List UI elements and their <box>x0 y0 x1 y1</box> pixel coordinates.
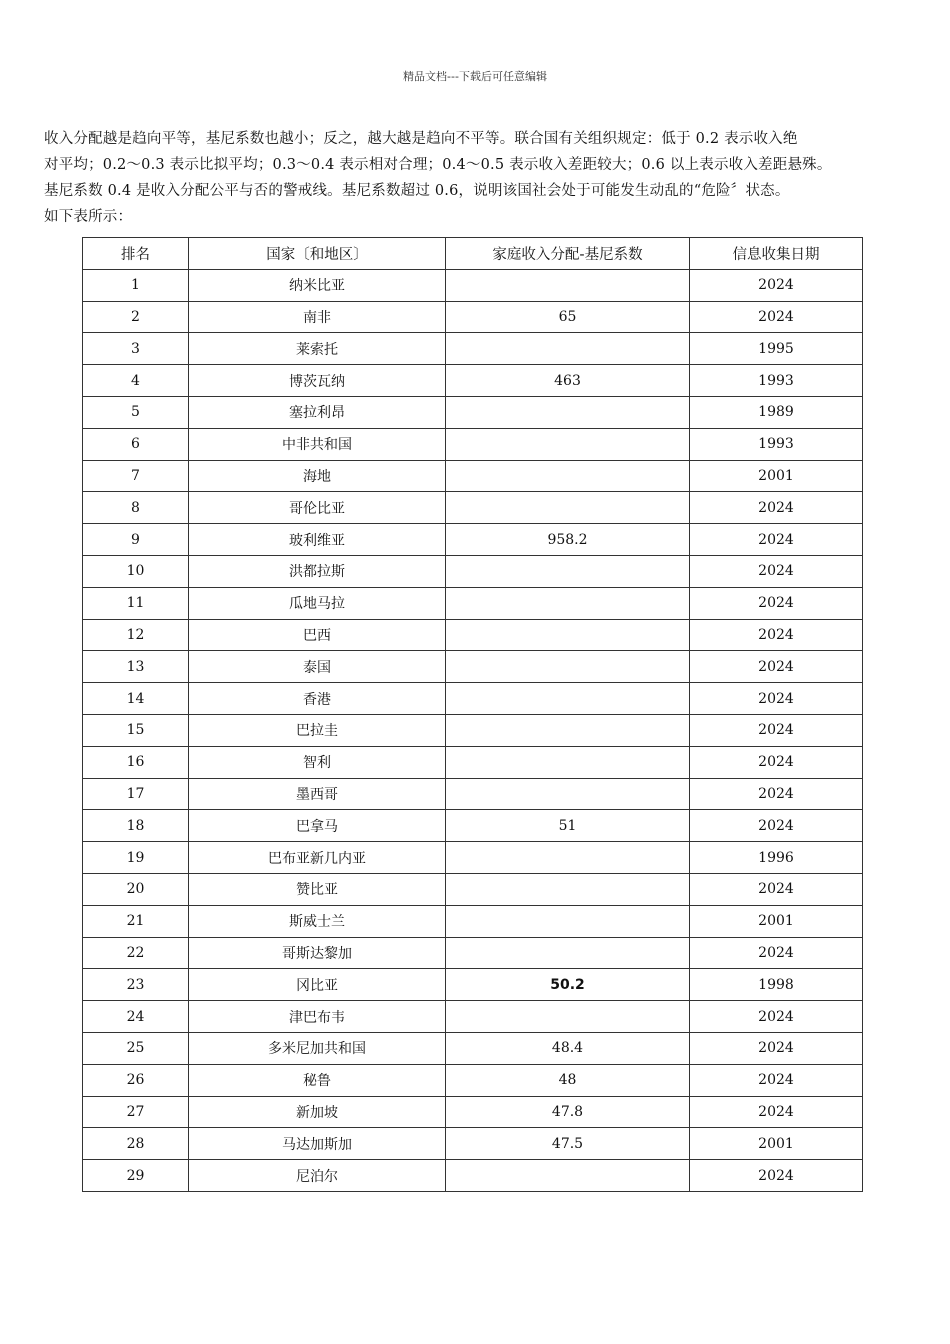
cell-rank: 15 <box>83 714 189 746</box>
cell-date: 2001 <box>690 460 863 492</box>
cell-country: 智利 <box>189 746 446 778</box>
table-row <box>83 969 863 1001</box>
cell-gini <box>446 396 690 428</box>
table-row <box>83 651 863 683</box>
cell-country: 马达加斯加 <box>189 1128 446 1160</box>
cell-country: 斯威士兰 <box>189 905 446 937</box>
cell-country: 玻利维亚 <box>189 524 446 556</box>
cell-rank: 18 <box>83 810 189 842</box>
table-row <box>83 555 863 587</box>
table-row <box>83 714 863 746</box>
cell-rank: 22 <box>83 937 189 969</box>
cell-gini <box>446 683 690 715</box>
table-row <box>83 778 863 810</box>
cell-country: 秘鲁 <box>189 1064 446 1096</box>
cell-rank: 26 <box>83 1064 189 1096</box>
cell-rank: 23 <box>83 969 189 1001</box>
cell-gini <box>446 651 690 683</box>
cell-gini <box>446 428 690 460</box>
cell-gini: 47.5 <box>446 1128 690 1160</box>
cell-country: 瓜地马拉 <box>189 587 446 619</box>
cell-date: 2024 <box>690 1001 863 1033</box>
table-row <box>83 269 863 301</box>
cell-date: 1989 <box>690 396 863 428</box>
cell-date: 2024 <box>690 714 863 746</box>
table-row <box>83 1032 863 1064</box>
cell-gini: 51 <box>446 810 690 842</box>
cell-gini <box>446 937 690 969</box>
cell-date: 2024 <box>690 269 863 301</box>
cell-rank: 16 <box>83 746 189 778</box>
cell-date: 2024 <box>690 524 863 556</box>
cell-gini: 958.2 <box>446 524 690 556</box>
cell-rank: 21 <box>83 905 189 937</box>
table-row <box>83 683 863 715</box>
cell-country: 博茨瓦纳 <box>189 365 446 397</box>
table-header-row <box>83 238 863 270</box>
cell-country: 巴布亚新几内亚 <box>189 842 446 874</box>
cell-rank: 11 <box>83 587 189 619</box>
cell-country: 赞比亚 <box>189 873 446 905</box>
table-row <box>83 365 863 397</box>
table-row <box>83 587 863 619</box>
cell-date: 2024 <box>690 683 863 715</box>
table-row <box>83 1096 863 1128</box>
intro-line: 收入分配越是趋向平等，基尼系数也越小；反之，越大越是趋向不平等。联合国有关组织规定：低于 0.2 表示收入绝 <box>44 131 798 147</box>
cell-gini <box>446 587 690 619</box>
cell-country: 新加坡 <box>189 1096 446 1128</box>
cell-country: 中非共和国 <box>189 428 446 460</box>
cell-rank: 12 <box>83 619 189 651</box>
cell-country: 南非 <box>189 301 446 333</box>
cell-gini <box>446 1160 690 1192</box>
cell-rank: 8 <box>83 492 189 524</box>
table-row <box>83 842 863 874</box>
cell-gini <box>446 460 690 492</box>
cell-rank: 13 <box>83 651 189 683</box>
cell-date: 2024 <box>690 937 863 969</box>
table-row <box>83 1160 863 1192</box>
cell-rank: 10 <box>83 555 189 587</box>
cell-gini <box>446 746 690 778</box>
cell-gini <box>446 333 690 365</box>
cell-rank: 27 <box>83 1096 189 1128</box>
cell-rank: 7 <box>83 460 189 492</box>
cell-date: 1993 <box>690 365 863 397</box>
cell-rank: 29 <box>83 1160 189 1192</box>
cell-date: 2024 <box>690 555 863 587</box>
cell-date: 2024 <box>690 587 863 619</box>
header-gini: 家庭收入分配-基尼系数 <box>446 238 690 270</box>
cell-gini <box>446 555 690 587</box>
cell-gini <box>446 842 690 874</box>
cell-country: 塞拉利昂 <box>189 396 446 428</box>
cell-date: 2024 <box>690 778 863 810</box>
cell-date: 2024 <box>690 810 863 842</box>
gini-table <box>82 237 863 1192</box>
cell-country: 巴拉圭 <box>189 714 446 746</box>
cell-date: 2001 <box>690 1128 863 1160</box>
intro-line: 基尼系数 0.4 是收入分配公平与否的警戒线。基尼系数超过 0.6，说明该国社会处于可能发生动乱的“危险〞状态。 <box>44 183 790 199</box>
intro-paragraph <box>44 126 914 230</box>
cell-country: 香港 <box>189 683 446 715</box>
cell-gini <box>446 1001 690 1033</box>
cell-rank: 28 <box>83 1128 189 1160</box>
cell-rank: 17 <box>83 778 189 810</box>
cell-date: 2024 <box>690 1032 863 1064</box>
cell-gini <box>446 492 690 524</box>
cell-country: 巴西 <box>189 619 446 651</box>
cell-country: 冈比亚 <box>189 969 446 1001</box>
table-row <box>83 1064 863 1096</box>
cell-date: 2024 <box>690 1096 863 1128</box>
table-row <box>83 428 863 460</box>
cell-country: 尼泊尔 <box>189 1160 446 1192</box>
cell-country: 洪都拉斯 <box>189 555 446 587</box>
table-body <box>83 269 863 1191</box>
table-row <box>83 333 863 365</box>
cell-country: 泰国 <box>189 651 446 683</box>
cell-date: 1996 <box>690 842 863 874</box>
cell-date: 2024 <box>690 1160 863 1192</box>
cell-date: 1993 <box>690 428 863 460</box>
cell-rank: 9 <box>83 524 189 556</box>
table-row <box>83 937 863 969</box>
cell-gini <box>446 873 690 905</box>
cell-rank: 4 <box>83 365 189 397</box>
table-row <box>83 746 863 778</box>
cell-gini: 48.4 <box>446 1032 690 1064</box>
cell-country: 海地 <box>189 460 446 492</box>
table-row <box>83 1128 863 1160</box>
header-rank: 排名 <box>83 238 189 270</box>
intro-line: 如下表所示： <box>44 209 133 225</box>
cell-rank: 14 <box>83 683 189 715</box>
cell-country: 墨西哥 <box>189 778 446 810</box>
header-date: 信息收集日期 <box>690 238 863 270</box>
intro-line: 对平均；0.2～0.3 表示比拟平均；0.3～0.4 表示相对合理；0.4～0.5 表示收入差距较大；0.6 以上表示收入差距悬殊。 <box>44 157 832 173</box>
cell-country: 巴拿马 <box>189 810 446 842</box>
cell-gini <box>446 269 690 301</box>
table-row <box>83 810 863 842</box>
table-row <box>83 905 863 937</box>
cell-country: 莱索托 <box>189 333 446 365</box>
cell-rank: 5 <box>83 396 189 428</box>
cell-date: 2024 <box>690 746 863 778</box>
cell-country: 哥伦比亚 <box>189 492 446 524</box>
cell-gini <box>446 905 690 937</box>
cell-gini <box>446 619 690 651</box>
cell-gini: 463 <box>446 365 690 397</box>
table-row <box>83 492 863 524</box>
cell-date: 2024 <box>690 873 863 905</box>
cell-gini: 48 <box>446 1064 690 1096</box>
cell-date: 2024 <box>690 301 863 333</box>
cell-gini: 47.8 <box>446 1096 690 1128</box>
table-row <box>83 460 863 492</box>
table-row <box>83 524 863 556</box>
table-row <box>83 1001 863 1033</box>
cell-country: 津巴布韦 <box>189 1001 446 1033</box>
cell-rank: 1 <box>83 269 189 301</box>
cell-gini <box>446 778 690 810</box>
cell-gini: 50.2 <box>446 969 690 1001</box>
cell-date: 1998 <box>690 969 863 1001</box>
table-row <box>83 873 863 905</box>
cell-date: 1995 <box>690 333 863 365</box>
cell-gini: 65 <box>446 301 690 333</box>
cell-rank: 19 <box>83 842 189 874</box>
cell-country: 多米尼加共和国 <box>189 1032 446 1064</box>
cell-country: 哥斯达黎加 <box>189 937 446 969</box>
cell-date: 2001 <box>690 905 863 937</box>
cell-rank: 20 <box>83 873 189 905</box>
cell-date: 2024 <box>690 651 863 683</box>
table-row <box>83 396 863 428</box>
cell-date: 2024 <box>690 1064 863 1096</box>
header-country: 国家〔和地区〕 <box>189 238 446 270</box>
cell-date: 2024 <box>690 492 863 524</box>
cell-gini <box>446 714 690 746</box>
cell-rank: 3 <box>83 333 189 365</box>
cell-date: 2024 <box>690 619 863 651</box>
cell-rank: 2 <box>83 301 189 333</box>
table-row <box>83 301 863 333</box>
cell-country: 纳米比亚 <box>189 269 446 301</box>
cell-rank: 24 <box>83 1001 189 1033</box>
table-row <box>83 619 863 651</box>
cell-rank: 25 <box>83 1032 189 1064</box>
page-header: 精品文档---下载后可任意编辑 <box>403 70 547 83</box>
cell-rank: 6 <box>83 428 189 460</box>
